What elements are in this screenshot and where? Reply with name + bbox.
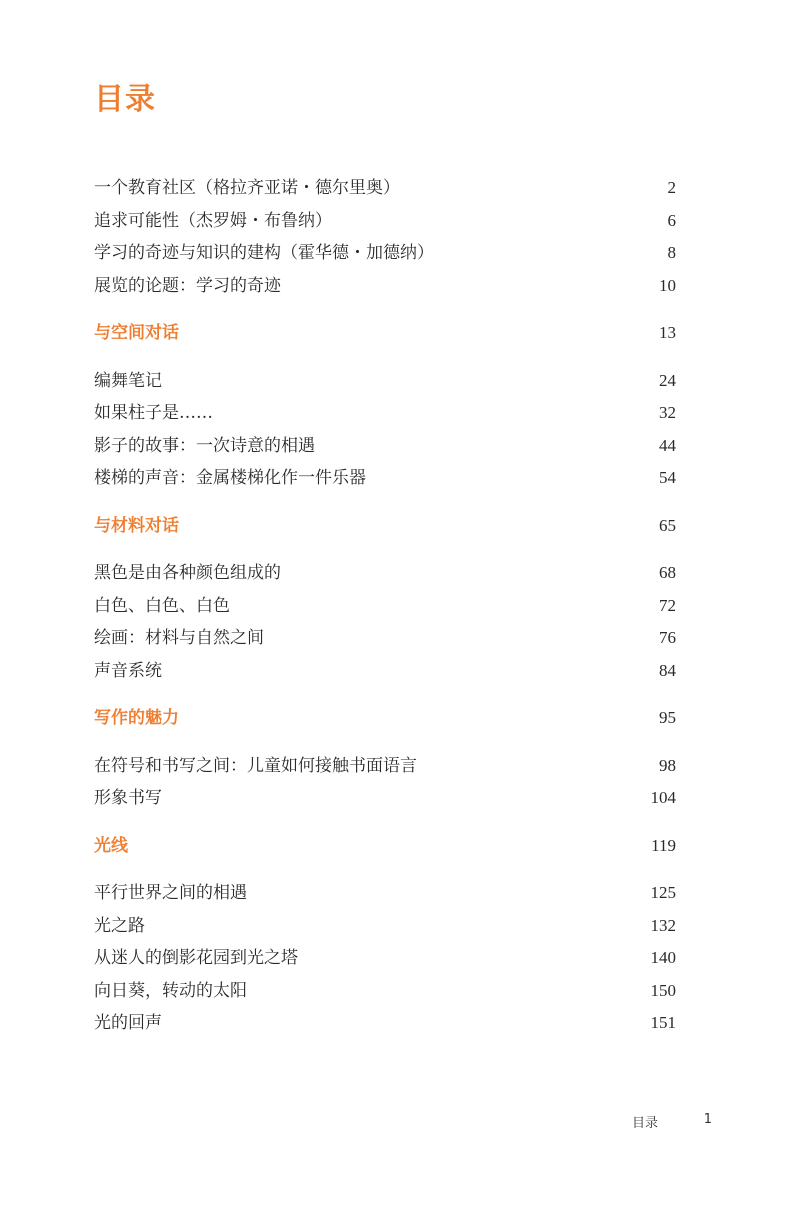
toc-entry-row[interactable] (94, 655, 676, 688)
toc-entry-title: 一个教育社区（格拉齐亚诺・德尔里奥） (94, 178, 400, 198)
toc-page-number: 8 (667, 243, 676, 262)
toc-entry-title: 展览的论题：学习的奇迹 (94, 275, 281, 296)
toc-entry-title: 形象书写 (94, 788, 162, 808)
page-footer (632, 1112, 712, 1131)
toc-entry-row[interactable] (94, 237, 676, 270)
toc-section-row[interactable] (94, 702, 676, 735)
toc-entry-row[interactable] (94, 397, 676, 430)
toc-page-number: 98 (659, 755, 676, 775)
toc-section-title: 与空间对话 (94, 323, 179, 343)
toc-section-title: 写作的魅力 (94, 708, 179, 728)
toc-entry-row[interactable] (94, 877, 676, 910)
toc-entry-title: 学习的奇迹与知识的建构（霍华德・加德纳） (94, 243, 434, 263)
toc-page-number: 151 (650, 1013, 676, 1032)
footer-label: 目录 (632, 1116, 659, 1131)
toc-entry-row[interactable] (94, 205, 676, 238)
toc-entry-title: 平行世界之间的相遇 (94, 883, 247, 903)
toc-section-row[interactable] (94, 317, 676, 350)
table-of-contents (94, 172, 676, 1040)
toc-entry-title: 从迷人的倒影花园到光之塔 (94, 948, 298, 968)
toc-entry-title: 在符号和书写之间：儿童如何接触书面语言 (94, 755, 417, 776)
toc-entry-row[interactable] (94, 365, 676, 398)
toc-entry-title: 光之路 (94, 915, 145, 936)
toc-entry-row[interactable] (94, 622, 676, 655)
toc-section-row[interactable] (94, 830, 676, 863)
toc-section-row[interactable] (94, 510, 676, 543)
toc-page-number: 10 (659, 275, 676, 295)
toc-entry-title: 向日葵，转动的太阳 (94, 980, 247, 1001)
toc-entry-title: 绘画：材料与自然之间 (94, 628, 264, 648)
toc-page-number: 72 (659, 595, 676, 615)
toc-page-number: 150 (650, 980, 676, 1000)
toc-entry-row[interactable] (94, 430, 676, 463)
toc-entry-title: 光的回声 (94, 1013, 162, 1033)
toc-page-number: 125 (650, 883, 676, 902)
toc-page-number: 13 (659, 323, 676, 342)
toc-entry-row[interactable] (94, 750, 676, 783)
toc-page-number: 65 (659, 515, 676, 535)
toc-section-title: 与材料对话 (94, 515, 179, 536)
toc-entry-title: 编舞笔记 (94, 370, 162, 391)
toc-entry-title: 追求可能性（杰罗姆・布鲁纳） (94, 210, 332, 231)
toc-entry-title: 如果柱子是…… (94, 403, 213, 423)
toc-entry-title: 白色、白色、白色 (94, 595, 230, 616)
toc-entry-row[interactable] (94, 975, 676, 1008)
toc-page-number: 95 (659, 708, 676, 727)
toc-page-number: 76 (659, 628, 676, 647)
toc-entry-title: 影子的故事：一次诗意的相遇 (94, 435, 315, 456)
toc-page-number: 132 (650, 915, 676, 935)
toc-page-number: 24 (659, 370, 676, 390)
toc-page-number: 2 (667, 178, 676, 197)
toc-page-number: 84 (659, 660, 676, 680)
page-title: 目录 (94, 82, 156, 117)
toc-entry-row[interactable] (94, 172, 676, 205)
toc-entry-title: 声音系统 (94, 660, 162, 681)
toc-page-number: 140 (650, 948, 676, 967)
toc-page-number: 32 (659, 403, 676, 422)
toc-entry-row[interactable] (94, 270, 676, 303)
footer-page-number: 1 (703, 1112, 712, 1127)
toc-entry-row[interactable] (94, 590, 676, 623)
toc-page-number: 104 (650, 788, 676, 807)
toc-entry-row[interactable] (94, 557, 676, 590)
toc-entry-row[interactable] (94, 782, 676, 815)
toc-page-number: 68 (659, 563, 676, 582)
toc-entry-row[interactable] (94, 910, 676, 943)
toc-page-number: 6 (667, 210, 676, 230)
toc-entry-title: 黑色是由各种颜色组成的 (94, 563, 281, 583)
toc-page-number: 44 (659, 435, 676, 455)
toc-section-title: 光线 (94, 835, 128, 856)
toc-entry-title: 楼梯的声音：金属楼梯化作一件乐器 (94, 468, 366, 488)
toc-page-number: 54 (659, 468, 676, 487)
toc-page-number: 119 (651, 835, 676, 855)
toc-entry-row[interactable] (94, 942, 676, 975)
toc-entry-row[interactable] (94, 1007, 676, 1040)
toc-entry-row[interactable] (94, 462, 676, 495)
